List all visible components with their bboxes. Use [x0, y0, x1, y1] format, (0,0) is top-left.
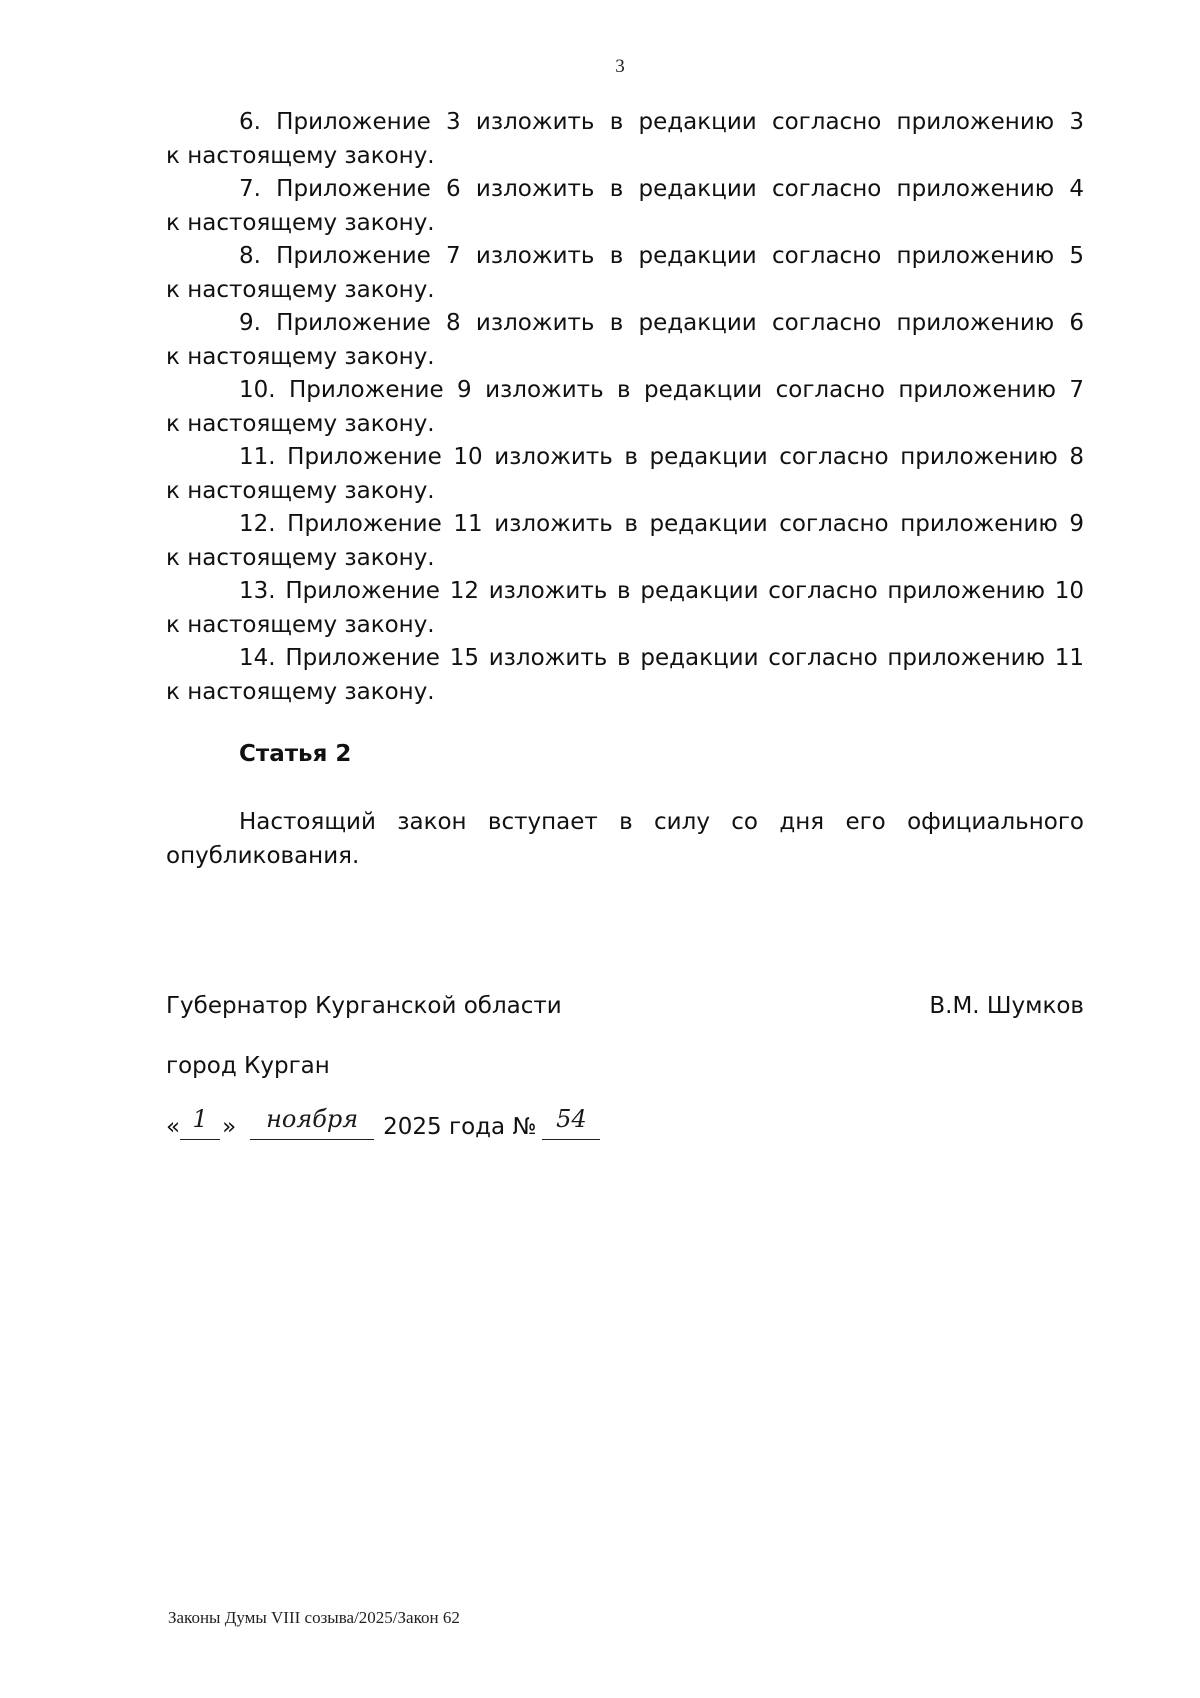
amendment-item-line-2: к настоящему закону.: [166, 410, 435, 437]
signatory-name: В.М. Шумков: [929, 993, 1084, 1019]
amendment-item-line-2: к настоящему закону.: [166, 276, 435, 303]
article-text-line-2: опубликования.: [166, 842, 360, 869]
year-text: 2025 года №: [383, 1114, 537, 1140]
signatory-position: Губернатор Курганской области: [166, 993, 562, 1019]
amendment-item: [166, 374, 1084, 441]
amendment-list: [166, 106, 1084, 709]
amendment-item-line-1: 9. Приложение 8 изложить в редакции согласно приложению 6: [239, 310, 1084, 336]
amendment-item-line-1: 6. Приложение 3 изложить в редакции согласно приложению 3: [239, 109, 1084, 135]
amendment-item-line-2: к настоящему закону.: [166, 544, 435, 571]
amendment-item-line-1: 12. Приложение 11 изложить в редакции согласно приложению 9: [239, 511, 1084, 537]
amendment-item-line-1: 14. Приложение 15 изложить в редакции согласно приложению 11: [239, 645, 1084, 671]
number-field: [542, 1105, 600, 1140]
page-number: 3: [615, 56, 625, 77]
amendment-item: [166, 173, 1084, 240]
amendment-item-line-2: к настоящему закону.: [166, 611, 435, 638]
amendment-item: [166, 575, 1084, 642]
footer-path: Законы Думы VIII созыва/2025/Закон 62: [168, 1608, 460, 1627]
amendment-item: [166, 106, 1084, 173]
handwritten-day: 1: [192, 1105, 208, 1133]
amendment-item: [166, 441, 1084, 508]
month-field: [250, 1105, 374, 1140]
day-field: [180, 1105, 220, 1140]
amendment-item-line-1: 7. Приложение 6 изложить в редакции согласно приложению 4: [239, 176, 1084, 202]
amendment-item-line-1: 11. Приложение 10 изложить в редакции согласно приложению 8: [239, 444, 1084, 470]
handwritten-number: 54: [556, 1105, 587, 1133]
amendment-item: [166, 642, 1084, 709]
amendment-item-line-1: 8. Приложение 7 изложить в редакции согласно приложению 5: [239, 243, 1084, 269]
amendment-item-line-1: 10. Приложение 9 изложить в редакции согласно приложению 7: [239, 377, 1084, 403]
article-heading: Статья 2: [239, 741, 352, 767]
article-text-line-1: Настоящий закон вступает в силу со дня его официального: [239, 809, 1084, 835]
date-line: [166, 1105, 600, 1140]
amendment-item-line-2: к настоящему закону.: [166, 209, 435, 236]
amendment-item-line-2: к настоящему закону.: [166, 678, 435, 705]
amendment-item: [166, 508, 1084, 575]
amendment-item: [166, 240, 1084, 307]
handwritten-month: ноября: [266, 1105, 359, 1133]
city-line: город Курган: [166, 1053, 330, 1079]
amendment-item: [166, 307, 1084, 374]
signature-block: [166, 993, 1084, 1019]
amendment-item-line-2: к настоящему закону.: [166, 343, 435, 370]
date-close-quote: »: [222, 1114, 237, 1140]
date-open-quote: «: [166, 1114, 181, 1140]
amendment-item-line-2: к настоящему закону.: [166, 142, 435, 169]
amendment-item-line-1: 13. Приложение 12 изложить в редакции согласно приложению 10: [239, 578, 1084, 604]
amendment-item-line-2: к настоящему закону.: [166, 477, 435, 504]
article-text: [166, 806, 1084, 873]
